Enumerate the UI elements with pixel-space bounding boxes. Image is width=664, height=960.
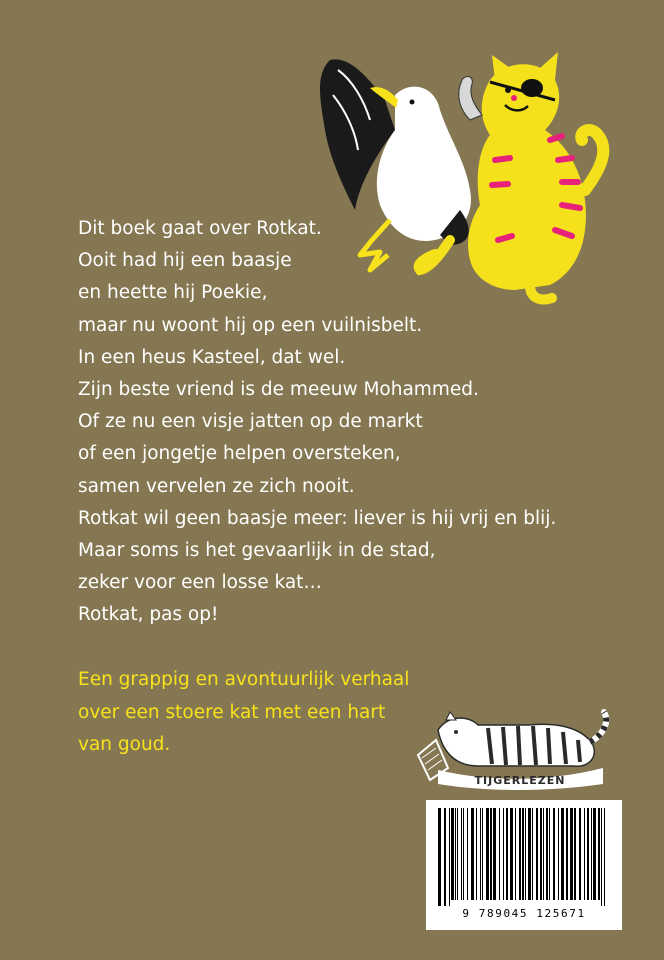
barcode-bar: [493, 808, 496, 900]
barcode-bar: [463, 808, 464, 900]
logo-text: TIJGERLEZEN: [474, 774, 566, 787]
barcode-bar: [482, 808, 483, 900]
back-cover-blurb: [78, 213, 578, 632]
barcode-bar: [561, 808, 564, 900]
barcode-bar: [587, 808, 589, 900]
barcode-bar: [490, 808, 492, 900]
barcode-bar: [467, 808, 468, 900]
barcode-bar: [480, 808, 481, 900]
barcode-bar: [540, 808, 542, 900]
blurb-line: Rotkat, pas op!: [78, 604, 219, 626]
blurb-line: maar nu woont hij op een vuilnisbelt.: [78, 314, 423, 336]
tagline-line: van goud.: [78, 734, 171, 755]
barcode-bar: [461, 808, 462, 900]
barcode-bar: [549, 808, 550, 900]
barcode-bar: [546, 808, 548, 900]
barcode-bar: [476, 808, 477, 900]
barcode-bar: [584, 808, 585, 900]
barcode: [426, 800, 622, 930]
barcode-bar: [570, 808, 573, 900]
barcode-bar: [506, 808, 508, 900]
fish: [459, 77, 482, 120]
barcode-bar: [528, 808, 531, 900]
barcode-bar: [486, 808, 489, 900]
barcode-bar: [519, 808, 521, 900]
cat-tail: [581, 130, 603, 190]
barcode-bar: [604, 808, 605, 906]
barcode-bar: [553, 808, 555, 900]
barcode-bar: [593, 808, 596, 900]
barcode-bar: [451, 808, 454, 900]
blurb-line: zeker voor een losse kat…: [78, 572, 322, 594]
barcode-bar: [455, 808, 456, 900]
tagline: [78, 664, 438, 762]
barcode-bar: [558, 808, 559, 900]
blurb-line: Ooit had hij een baasje: [78, 250, 292, 272]
blurb-line: en heette hij Poekie,: [78, 282, 268, 304]
barcode-bar: [503, 808, 504, 900]
barcode-bar: [598, 808, 600, 900]
barcode-bar: [536, 808, 538, 900]
blurb-line: Dit boek gaat over Rotkat.: [78, 218, 322, 239]
barcode-bar: [449, 808, 450, 906]
barcode-bar: [444, 808, 446, 906]
isbn-number: 9 789045 125671: [462, 907, 586, 920]
barcode-bar: [525, 808, 526, 900]
barcode-bar: [499, 808, 500, 900]
barcode-bar: [457, 808, 458, 900]
barcode-bar: [574, 808, 576, 900]
barcode-bars: [434, 808, 614, 906]
tagline-line: over een stoere kat met een hart: [78, 701, 386, 723]
blurb-line: Rotkat wil geen baasje meer: liever is hij vrij en blij.: [78, 507, 557, 529]
blurb-line: samen vervelen ze zich nooit.: [78, 475, 355, 497]
blurb-line: Maar soms is het gevaarlijk in de stad,: [78, 540, 436, 562]
blurb-line: In een heus Kasteel, dat wel.: [78, 346, 346, 368]
blurb-line: Of ze nu een visje jatten op de markt: [78, 411, 423, 433]
barcode-bar: [566, 808, 568, 900]
barcode-bar: [515, 808, 516, 900]
barcode-bar: [522, 808, 524, 900]
barcode-bar: [532, 808, 533, 900]
barcode-bar: [543, 808, 544, 900]
barcode-bar: [510, 808, 513, 900]
blurb-line: of een jongetje helpen oversteken,: [78, 443, 401, 465]
barcode-bar: [601, 808, 602, 906]
barcode-bar: [471, 808, 474, 900]
blurb-line: Zijn beste vriend is de meeuw Mohammed.: [78, 379, 479, 401]
tagline-line: Een grappig en avontuurlijk verhaal: [78, 669, 410, 690]
barcode-bar: [438, 808, 441, 906]
barcode-bar: [579, 808, 581, 900]
tijgerlezen-logo: [408, 700, 618, 790]
barcode-bar: [591, 808, 592, 900]
